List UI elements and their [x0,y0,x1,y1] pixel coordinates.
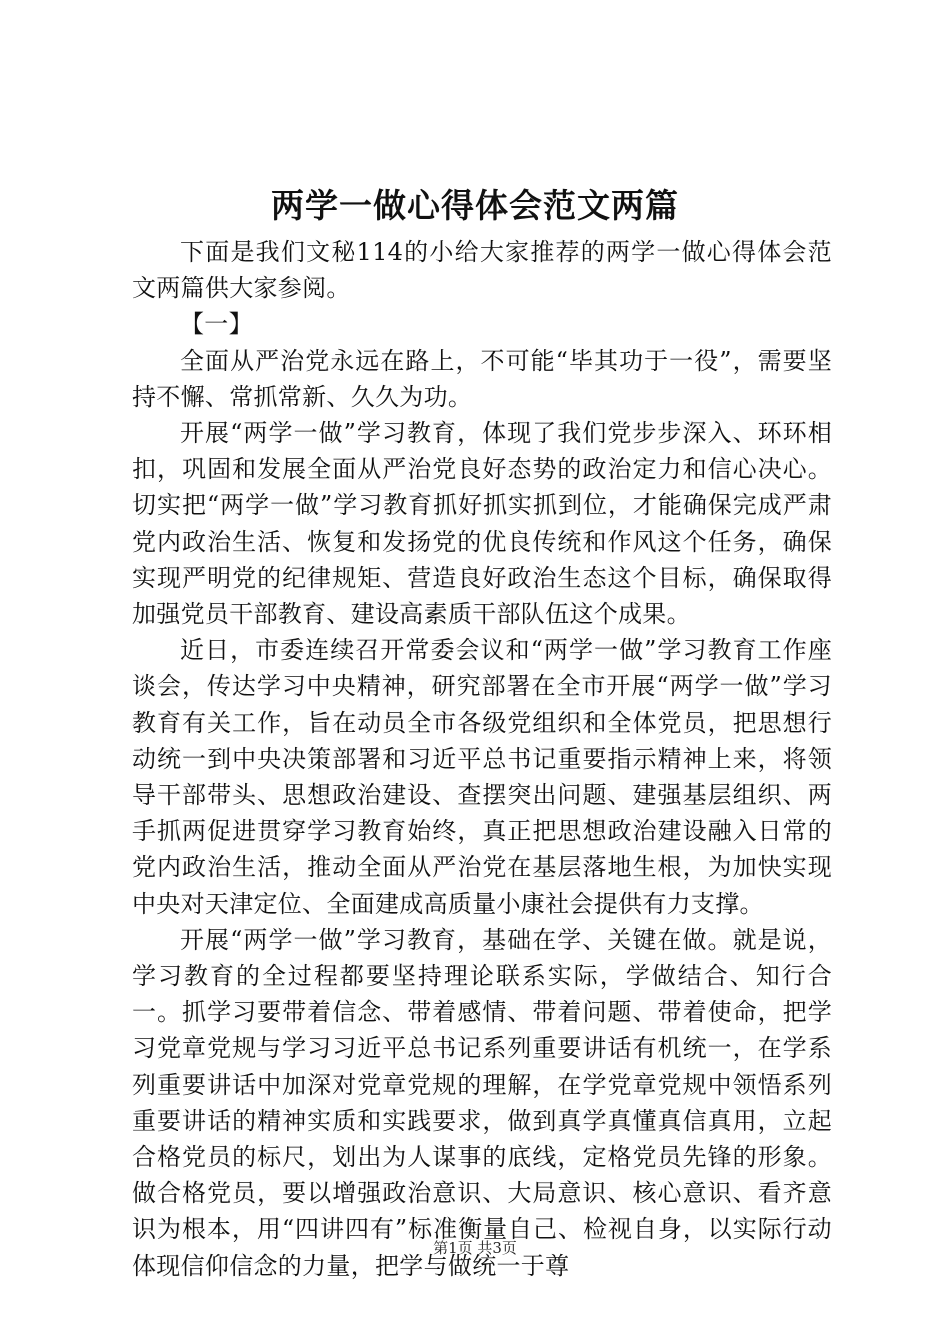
body-paragraph-2: 开展“两学一做”学习教育，体现了我们党步步深入、环环相扣，巩固和发展全面从严治党良好态势的政治定力和信心决心。切实把“两学一做”学习教育抓好抓实抓到位，才能确保完成严肃党内政治生活、恢复和发扬党的优良传统和作风这个任务，确保实现严明党的纪律规矩、营造良好政治生态这个目标，确保取得加强党员干部教育、建设高素质干部队伍这个成果。 [132,419,832,629]
body-paragraph-1: 全面从严治党永远在路上，不可能“毕其功于一役”，需要坚持不懈、常抓常新、久久为功。 [132,346,832,411]
document-body [132,234,832,1284]
page-footer: 第1页 共3页 [433,1239,517,1257]
body-paragraph-3: 近日，市委连续召开常委会议和“两学一做”学习教育工作座谈会，传达学习中央精神，研究部署在全市开展“两学一做”学习教育有关工作，旨在动员全市各级党组织和全体党员，把思想行动统一到中央决策部署和习近平总书记重要指示精神上来，将领导干部带头、思想政治建设、查摆突出问题、建强基层组织、两手抓两促进贯穿学习教育始终，真正把思想政治建设融入日常的党内政治生活，推动全面从严治党在基层落地生根，为加快实现中央对天津定位、全面建成高质量小康社会提供有力支撑。 [132,636,832,918]
document-title: 两学一做心得体会范文两篇 [271,186,679,225]
intro-paragraph: 下面是我们文秘114的小给大家推荐的两学一做心得体会范文两篇供大家参阅。 [132,238,832,303]
body-paragraph-4: 开展“两学一做”学习教育，基础在学、关键在做。就是说，学习教育的全过程都要坚持理论联系实际，学做结合、知行合一。抓学习要带着信念、带着感情、带着问题、带着使命，把学习党章党规与学习习近平总书记系列重要讲话有机统一，在学系列重要讲话中加深对党章党规的理解，在学党章党规中领悟系列重要讲话的精神实质和实践要求，做到真学真懂真信真用，立起合格党员的标尺，划出为人谋事的底线，定格党员先锋的形象。做合格党员，要以增强政治意识、大局意识、核心意识、看齐意识为根本，用“四讲四有”标准衡量自己、检视自身，以实际行动体现信仰信念的力量，把学与做统一于尊 [132,925,832,1280]
section-heading: 【一】 [180,310,253,339]
